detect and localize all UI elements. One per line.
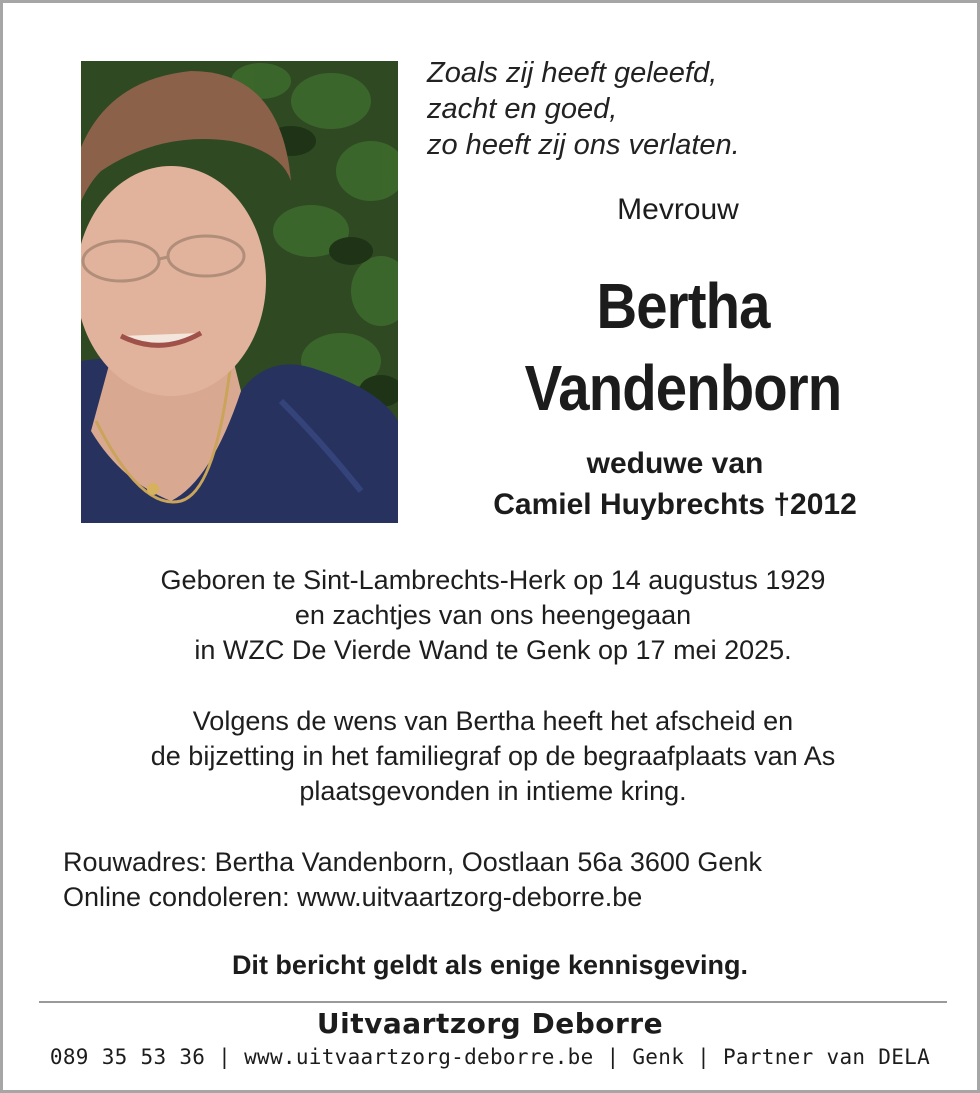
divider bbox=[39, 1001, 947, 1003]
text-line: de bijzetting in het familiegraf op de begraafplaats van As bbox=[150, 741, 836, 771]
birth-death-text bbox=[43, 563, 943, 668]
text-line: Volgens de wens van Bertha heeft het afscheid en bbox=[192, 706, 794, 736]
portrait-photo bbox=[81, 61, 398, 523]
online-condolence: Online condoleren: www.uitvaartzorg-deborre.be bbox=[63, 882, 643, 912]
poem-line: zo heeft zij ons verlaten. bbox=[427, 129, 740, 161]
salutation: Mevrouw bbox=[617, 193, 739, 226]
contact-info bbox=[63, 845, 762, 915]
spouse-info bbox=[375, 443, 975, 525]
notice-text: Dit bericht geldt als enige kennisgeving. bbox=[231, 950, 749, 980]
text-line: plaatsgevonden in intieme kring. bbox=[299, 776, 687, 806]
relation: weduwe van bbox=[586, 447, 764, 480]
poem-line: zacht en goed, bbox=[427, 93, 618, 125]
text-line: Geboren te Sint-Lambrechts-Herk op 14 augustus 1929 bbox=[160, 565, 826, 595]
company-name: Uitvaartzorg Deborre bbox=[316, 1007, 664, 1040]
last-name: Vandenborn bbox=[524, 352, 842, 424]
spouse-name: Camiel Huybrechts †2012 bbox=[493, 488, 857, 521]
mourning-address: Rouwadres: Bertha Vandenborn, Oostlaan 56a 3600 Genk bbox=[63, 847, 762, 877]
deceased-name bbox=[419, 265, 947, 429]
portrait-image bbox=[81, 61, 398, 523]
company-info: 089 35 53 36 | www.uitvaartzorg-deborre.be | Genk | Partner van DELA bbox=[49, 1045, 931, 1069]
funeral-wish-text bbox=[43, 704, 943, 809]
poem-line: Zoals zij heeft geleefd, bbox=[427, 57, 718, 89]
poem bbox=[427, 55, 740, 163]
text-line: in WZC De Vierde Wand te Genk op 17 mei 2025. bbox=[194, 635, 792, 665]
first-name: Bertha bbox=[596, 270, 770, 342]
text-line: en zachtjes van ons heengegaan bbox=[294, 600, 692, 630]
